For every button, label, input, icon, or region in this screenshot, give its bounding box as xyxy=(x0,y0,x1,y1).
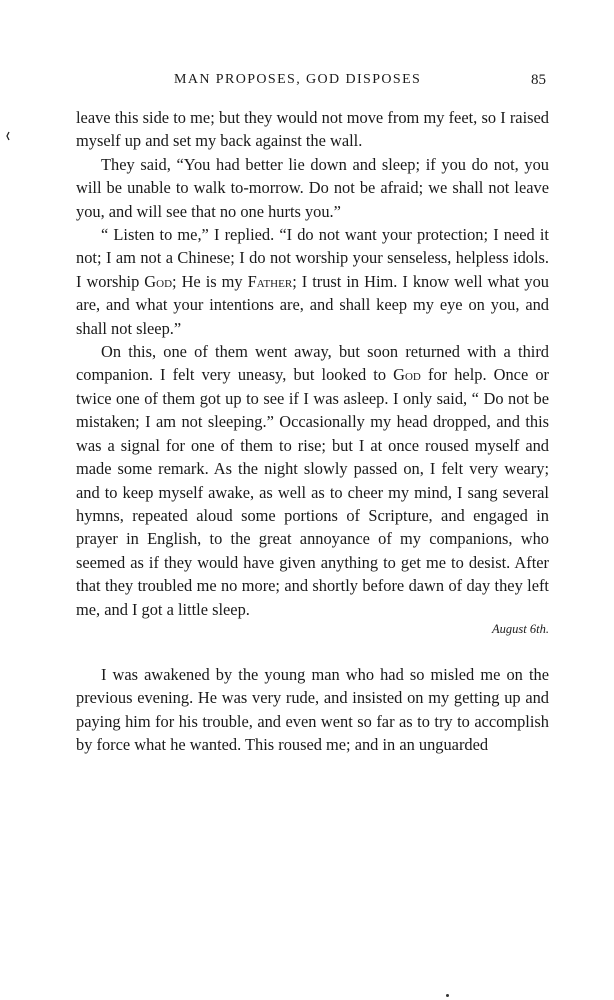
paragraph-4-text-b: for help. Once or twice one of them got up to see if I was asleep. I only said, “ Do not be mistaken; I am not sleeping.” Occasionally my head dropped, and this was a signal for one of them to rise; but I at once roused myself and made some remark. As the night slowly passed on, I felt very weary; and to keep myself awake, as well as to cheer my mind, I sang several hymns, repeated aloud some portions of Scripture, and engaged in prayer in English, to the great annoyance of my companions, who seemed as if they would have given anything to get me to desist. After that they troubled me no more; and shortly before dawn of day they left me, and I got a little sleep. xyxy=(76,365,550,619)
paragraph-2: They said, “You had better lie down and sleep; if you do not, you will be unable to walk to-morrow. Do not be afraid; we shall not leave you, and will see that no one hurts you.” xyxy=(76,154,549,221)
page-number: 85 xyxy=(531,72,546,88)
paragraph-4 xyxy=(76,340,549,621)
paragraph-3 xyxy=(76,223,549,340)
paragraph-3-text-c: ; I trust in Him. I know well what you are, and what your intentions are, and shall keep my eye on you, and shall not sleep.” xyxy=(76,271,549,338)
running-head xyxy=(76,72,548,94)
paragraph-4-text-a: On this, one of them went away, but soon returned with a third companion. I felt very uneasy, but looked to xyxy=(76,342,549,385)
small-caps-father: Father xyxy=(247,271,293,291)
running-title: MAN PROPOSES, GOD DISPOSES xyxy=(174,72,422,87)
small-caps-god: God xyxy=(393,365,421,385)
date-heading: August 6th. xyxy=(492,621,549,636)
paragraph-3-text-b: ; He is my xyxy=(172,271,248,291)
small-caps-god: God xyxy=(144,271,173,291)
margin-mark-icon xyxy=(4,131,10,141)
paragraph-1: leave this side to me; but they would not move from my feet, so I raised myself up and set my back against the wall. xyxy=(76,108,549,151)
print-speck xyxy=(446,994,449,997)
paragraph-3-text-a: “ Listen to me,” I replied. “I do not want your protection; I need it not; I am not a Chinese; I do not worship your senseless, helpless idols. I worship xyxy=(76,225,549,291)
body-text xyxy=(76,106,549,757)
paragraph-5: I was awakened by the young man who had so misled me on the previous evening. He was very rude, and insisted on my getting up and paying him for his trouble, and even went so far as to try to accomplish by force what he wanted. This roused me; and in an unguarded xyxy=(76,664,549,755)
